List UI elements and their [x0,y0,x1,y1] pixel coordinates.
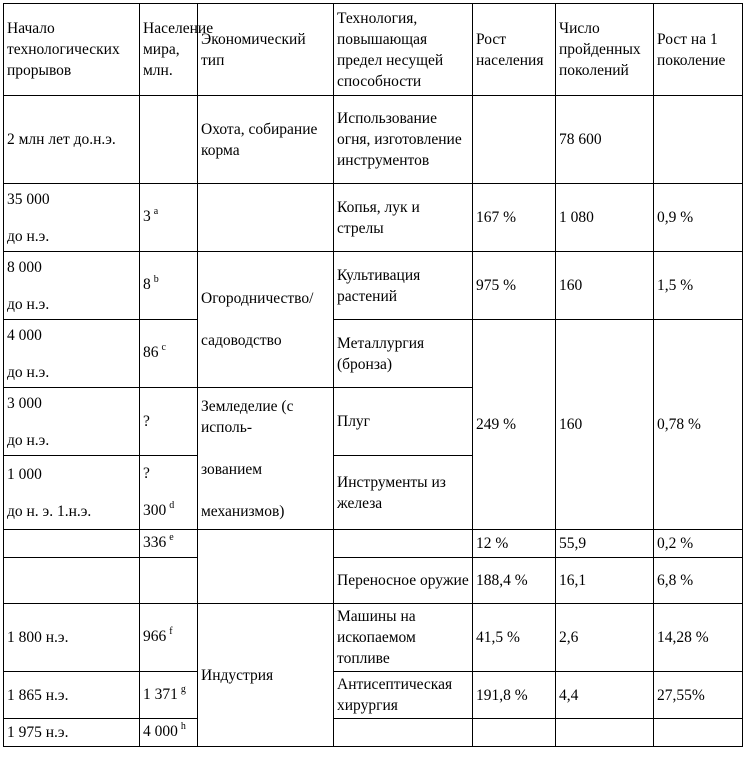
header-population: Население мира, млн. [140,4,198,96]
cell-technology [334,530,473,558]
table-row [4,320,743,388]
cell-generations: 78 600 [556,96,654,184]
cell-technology: Использование огня, изготовление инструментов [334,96,473,184]
cell-growth-per-generation: 0,9 % [654,184,743,252]
footnote-marker: e [169,532,174,543]
cell-start: 1 975 н.э. [4,719,140,747]
footnote-marker: d [169,499,175,511]
footnote-marker: c [161,342,166,353]
cell-generations: 55,9 [556,530,654,558]
cell-technology [334,719,473,747]
cell-population: 8 $^b$ [140,252,198,320]
cell-economy: Огородничество/ садоводство [198,252,334,388]
cell-population: 4 000 $^h$ [140,719,198,747]
header-start: Начало технологических прорывов [4,4,140,96]
cell-growth-per-generation [654,96,743,184]
footnote-marker: g [180,683,186,695]
header-economy: Экономический тип [198,4,334,96]
cell-start [4,558,140,604]
cell-population [140,558,198,604]
cell-start: 1 865 н.э. [4,672,140,719]
cell-technology: Копья, лук и стрелы [334,184,473,252]
cell-growth: 975 % [473,252,556,320]
cell-generations: 160 [556,320,654,530]
cell-growth-per-generation: 14,28 % [654,604,743,672]
start-value: 35 000 [7,190,50,208]
cell-economy: Земледелие (с исполь- зованием механизмов) [198,388,334,530]
footnote-marker: b [153,274,159,285]
cell-generations: 160 [556,252,654,320]
cell-growth [473,96,556,184]
cell-growth-per-generation: 1,5 % [654,252,743,320]
header-growth: Рост населения [473,4,556,96]
cell-population: 86 $^c$ [140,320,198,388]
cell-technology: Переносное оружие [334,558,473,604]
cell-start: 8 000 до н.э. [4,252,140,320]
cell-start: 3 000 до н.э. [4,388,140,456]
cell-start: 2 млн лет до.н.э. [4,96,140,184]
footnote-marker: a [153,206,159,217]
cell-generations: 2,6 [556,604,654,672]
cell-population [140,96,198,184]
table-row [4,184,743,252]
cell-growth-per-generation: 27,55% [654,672,743,719]
cell-start: 1 800 н.э. [4,604,140,672]
cell-technology: Культивация растений [334,252,473,320]
cell-growth: 188,4 % [473,558,556,604]
cell-economy [198,530,334,604]
header-generations: Число пройденных поколений [556,4,654,96]
cell-population: 966 $^f$ [140,604,198,672]
cell-growth-per-generation: 0,78 % [654,320,743,530]
cell-generations: 1 080 [556,184,654,252]
header-growth-per-generation: Рост на 1 поколение [654,4,743,96]
cell-population: 3 $^a$ [140,184,198,252]
cell-start [4,184,140,252]
table-row [4,530,743,558]
cell-growth [473,719,556,747]
cell-growth-per-generation [654,719,743,747]
footnote-marker: h [180,721,186,732]
footnote-marker: f [169,626,173,637]
table-row [4,558,743,604]
cell-generations: 16,1 [556,558,654,604]
cell-population: ? 300 $^d$ [140,456,198,530]
start-era: до н.э. [7,227,50,245]
cell-generations: 4,4 [556,672,654,719]
cell-economy: Охота, собирание корма [198,96,334,184]
table-row [4,672,743,719]
cell-technology: Металлургия (бронза) [334,320,473,388]
table-row [4,604,743,672]
table-row [4,96,743,184]
cell-start: 4 000 до н.э. [4,320,140,388]
cell-growth: 41,5 % [473,604,556,672]
cell-generations [556,719,654,747]
cell-technology: Машины на ископаемом топливе [334,604,473,672]
cell-technology: Инструменты из железа [334,456,473,530]
cell-start [4,530,140,558]
cell-growth: 12 % [473,530,556,558]
cell-economy [198,184,334,252]
cell-population: 336 $^e$ [140,530,198,558]
cell-economy: Индустрия [198,604,334,747]
header-technology: Технология, повышающая предел несущей способности [334,4,473,96]
cell-start: 1 000 до н. э. 1.н.э. [4,456,140,530]
cell-technology: Антисептическая хирургия [334,672,473,719]
cell-population: ? [140,388,198,456]
cell-population: 1 371 $^g$ [140,672,198,719]
cell-growth-per-generation: 0,2 % [654,530,743,558]
cell-growth: 249 % [473,320,556,530]
technology-population-table [3,3,743,747]
cell-growth-per-generation: 6,8 % [654,558,743,604]
cell-technology: Плуг [334,388,473,456]
cell-growth: 191,8 % [473,672,556,719]
table-row [4,719,743,747]
cell-growth: 167 % [473,184,556,252]
table-row [4,252,743,320]
header-row [4,4,743,96]
